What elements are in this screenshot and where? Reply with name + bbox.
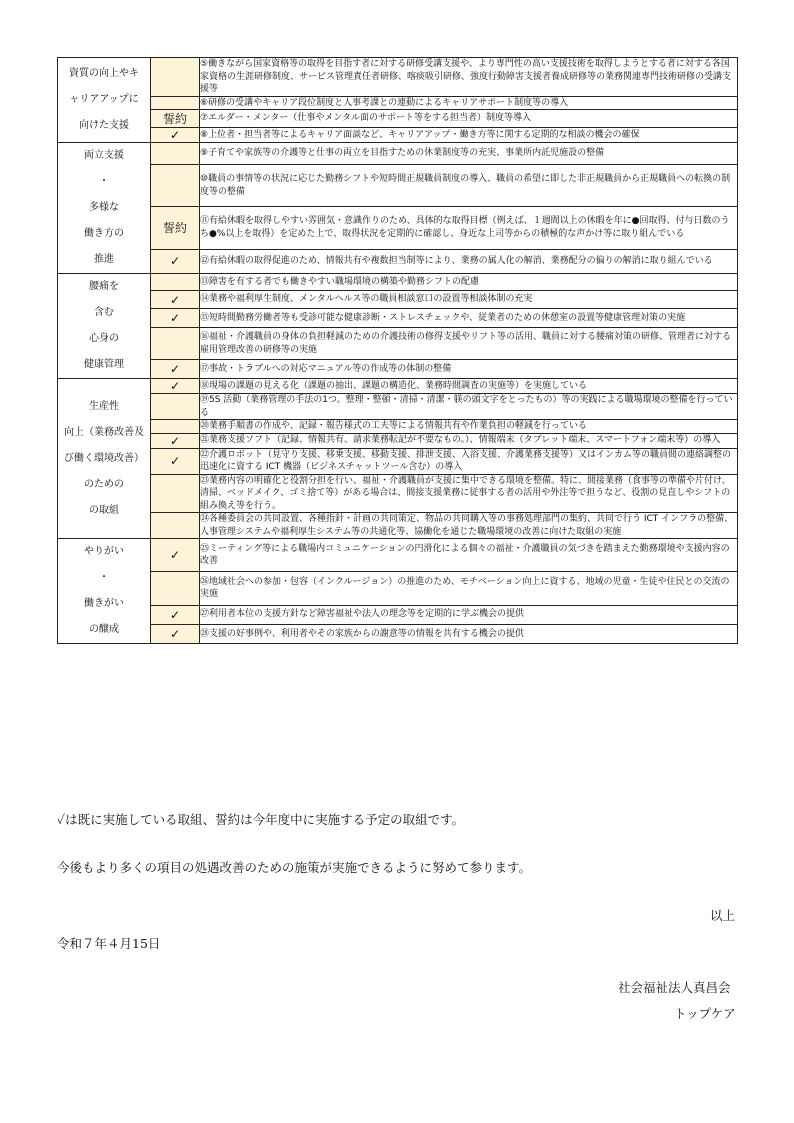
measure-text: ⑰事故・トラブルへの対応マニュアル等の作成等の体制の整備 <box>200 360 738 379</box>
measure-text: ㉒介護ロボット（見守り支援、移乗支援、移動支援、排泄支援、入浴支援、介護業務支援等）又はインカム等の職員間の連絡調整の迅速化に資する ICT 機器（ビジネスチャットツール含む）の導入 <box>200 448 738 474</box>
measure-text: ㉘支援の好事例や、利用者やその家族からの謝意等の情報を共有する機会の提供 <box>200 624 738 643</box>
category-label-line: 生産性 <box>89 400 119 412</box>
status-mark <box>151 474 200 513</box>
status-mark <box>151 394 200 420</box>
table-row <box>58 539 738 572</box>
closing-ijo: 以上 <box>710 908 736 923</box>
table-row <box>58 513 738 539</box>
table-row <box>58 207 738 249</box>
status-mark: ✓ <box>151 605 200 624</box>
measure-text: ⑭業務や福利厚生制度、メンタルヘルス等の職員相談窓口の設置等相談体制の充実 <box>200 290 738 309</box>
category-label-line: ・ <box>99 176 109 187</box>
table-row <box>58 249 738 273</box>
status-mark <box>151 274 200 291</box>
status-mark: ✓ <box>151 433 200 448</box>
status-mark <box>151 513 200 539</box>
measure-text: ⑧上位者・担当者等によるキャリア面談など、キャリアアップ・働き方等に関する定期的な相談の機会の確保 <box>200 128 738 143</box>
table-row <box>58 164 738 206</box>
category-label-line: 向けた支援 <box>79 120 129 131</box>
status-mark: ✓ <box>151 360 200 379</box>
measure-text: ⑱現場の課題の見える化（課題の抽出、課題の構造化、業務時間調査の実施等）を実施している <box>200 379 738 394</box>
measure-text: ㉗利用者本位の支援方針など障害福祉や法人の理念等を定期的に学ぶ機会の提供 <box>200 605 738 624</box>
table-row <box>58 474 738 513</box>
table-row <box>58 96 738 110</box>
status-mark: ✓ <box>151 290 200 309</box>
category-label-line: やりがい <box>84 546 124 557</box>
status-mark: 誓約 <box>151 110 200 128</box>
measure-text: ⑨子育てや家族等の介護等と仕事の両立を目指すための休業制度等の充実、事業所内託児施設の整備 <box>200 143 738 165</box>
table-row <box>58 143 738 165</box>
category-label <box>58 58 151 143</box>
measure-text: ⑲5S 活動（業務管理の手法の1つ。整理・整頓・清掃・清潔・躾の頭文字をとったもの）等の実践による職場環境の整備を行っている <box>200 394 738 420</box>
table-row <box>58 448 738 474</box>
category-label-line: ・ <box>99 572 109 583</box>
status-mark: ✓ <box>151 539 200 572</box>
status-mark: ✓ <box>151 624 200 643</box>
category-label-line: 資質の向上やキ <box>69 68 139 79</box>
status-mark <box>151 328 200 360</box>
document-date: 令和７年４月15日 <box>57 936 161 951</box>
closing-statement: 今後もより多くの項目の処遇改善のための施策が実施できるように努めて参ります。 <box>57 860 532 875</box>
organization-name: 社会福祉法人真昌会 <box>618 980 731 995</box>
table-row <box>58 420 738 434</box>
table-row <box>58 394 738 420</box>
measure-text: ⑮短時間勤務労働者等も受診可能な健康診断・ストレスチェックや、従業者のための休憩室の設置等健康管理対策の実施 <box>200 309 738 328</box>
category-label-line: 両立支援 <box>84 150 124 161</box>
measure-text: ㉔各種委員会の共同設置、各種指針・計画の共同策定、物品の共同購入等の事務処理部門の集約、共同で行う ICT インフラの整備、人事管理システムや福利厚生システム等の共通化等、協働化を通じた職場環境の改善に向けた取組の実施 <box>200 513 738 539</box>
measure-text: ⑯福祉・介護職員の身体の負担軽減のための介護技術の修得支援やリフト等の活用、職員に対する腰痛対策の研修、管理者に対する雇用管理改善の研修等の実施 <box>200 328 738 360</box>
measure-text: ㉑業務支援ソフト（記録、情報共有、請求業務転記が不要なもの。）、情報端末（タブレット端末、スマートフォン端末等）の導入 <box>200 433 738 448</box>
category-label <box>58 274 151 379</box>
table-row <box>58 360 738 379</box>
status-mark: ✓ <box>151 128 200 143</box>
category-label-line: 働き方の <box>84 228 124 239</box>
measures-table-body <box>58 58 738 644</box>
measure-text: ⑫有給休暇の取得促進のため、情報共有や複数担当制等により、業務の属人化の解消、業務配分の偏りの解消に取り組んでいる <box>200 249 738 273</box>
status-mark <box>151 58 200 97</box>
status-mark <box>151 572 200 605</box>
status-mark <box>151 143 200 165</box>
status-mark: ✓ <box>151 249 200 273</box>
table-row <box>58 624 738 643</box>
status-mark: 誓約 <box>151 207 200 249</box>
measure-text: ⑤働きながら国家資格等の取得を目指す者に対する研修受講支援や、より専門性の高い支援技術を取得しようとする者に対する各国家資格の生涯研修制度、サービス管理責任者研修、喀痰吸引研修、強度行動障害支援者養成研修等の業務関連専門技術研修の受講支援等 <box>200 58 738 97</box>
status-mark: ✓ <box>151 309 200 328</box>
measures-table <box>57 57 738 644</box>
status-mark <box>151 420 200 434</box>
measure-text: ⑥研修の受講やキャリア段位制度と人事考課との連動によるキャリアサポート制度等の導入 <box>200 96 738 110</box>
measure-text: ⑩職員の事情等の状況に応じた勤務シフトや短時間正規職員制度の導入、職員の希望に即した非正規職員から正規職員への転換の制度等の整備 <box>200 164 738 206</box>
table-row <box>58 433 738 448</box>
measure-text: ⑳業務手順書の作成や、記録・報告様式の工夫等による情報共有や作業負担の軽減を行っている <box>200 420 738 434</box>
measure-text: ⑪有給休暇を取得しやすい雰囲気・意識作りのため、具体的な取得目標（例えば、１週間以上の休暇を年に●回取得、付与日数のうち●%以上を取得）を定めた上で、取得状況を定期的に確認し、身近な上司等からの積極的な声かけ等に取り組んでいる <box>200 207 738 249</box>
table-row <box>58 328 738 360</box>
status-mark <box>151 96 200 110</box>
status-mark: ✓ <box>151 448 200 474</box>
category-label-line: 心身の <box>89 333 119 344</box>
table-row <box>58 572 738 605</box>
category-label <box>58 143 151 274</box>
facility-name: トップケア <box>674 1006 736 1021</box>
category-label-line: 向上（業務改善及 <box>64 426 144 438</box>
category-label-line: び働く環境改善） <box>64 452 144 464</box>
category-label-line: 多様な <box>89 202 119 213</box>
table-row <box>58 290 738 309</box>
category-label <box>58 379 151 539</box>
category-label-line: の取組 <box>89 504 119 516</box>
legend-note: ✓は既に実施している取組、誓約は今年度中に実施する予定の取組です。 <box>57 812 465 827</box>
measure-text: ⑦エルダー・メンター（仕事やメンタル面のサポート等をする担当者）制度等導入 <box>200 110 738 128</box>
category-label-line: 含む <box>94 307 114 318</box>
measure-text: ㉕ミーティング等による職場内コミュニケーションの円滑化による個々の福祉・介護職員の気づきを踏まえた勤務環境や支援内容の改善 <box>200 539 738 572</box>
category-label <box>58 539 151 644</box>
category-label-line: 健康管理 <box>84 359 124 370</box>
table-row <box>58 379 738 394</box>
table-row <box>58 309 738 328</box>
measure-text: ㉖地域社会への参加・包容（インクルージョン）の推進のため、モチベーション向上に資する、地域の児童・生徒や住民との交流の実施 <box>200 572 738 605</box>
table-row <box>58 274 738 291</box>
table-row <box>58 128 738 143</box>
category-label-line: 腰痛を <box>89 281 119 292</box>
category-label-line: ャリアアップに <box>69 94 139 105</box>
table-row <box>58 58 738 97</box>
table-row <box>58 605 738 624</box>
measure-text: ⑬障害を有する者でも働きやすい職場環境の構築や勤務シフトの配慮 <box>200 274 738 291</box>
table-row <box>58 110 738 128</box>
measure-text: ㉓業務内容の明確化と役割分担を行い、福祉・介護職員が支援に集中できる環境を整備。特に、間接業務（食事等の準備や片付け、清掃、ベッドメイク、ゴミ捨て等）がある場合は、間接支援業務に従事する者の活用や外注等で担うなど、役割の見直しやシフトの組み換え等を行う。 <box>200 474 738 513</box>
status-mark <box>151 164 200 206</box>
category-label-line: の醸成 <box>89 624 119 635</box>
category-label-line: のための <box>84 478 124 490</box>
category-label-line: 働きがい <box>84 598 124 609</box>
status-mark: ✓ <box>151 379 200 394</box>
category-label-line: 推進 <box>94 254 114 265</box>
